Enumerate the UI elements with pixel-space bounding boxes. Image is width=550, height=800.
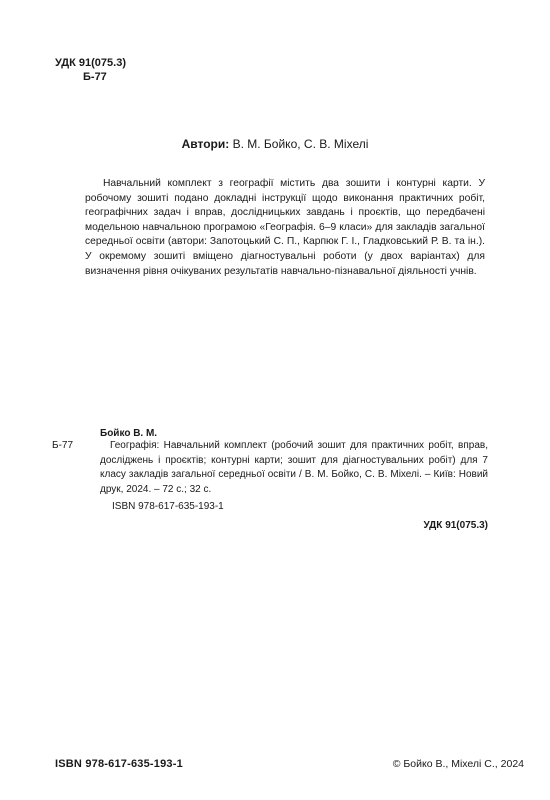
udk-label: УДК: [55, 57, 76, 69]
authors-line: [0, 137, 550, 151]
catalog-card-isbn: ISBN 978-617-635-193-1: [112, 501, 224, 512]
catalog-card-author: Бойко В. М.: [100, 428, 158, 439]
authors-label: Автори:: [181, 137, 230, 151]
catalog-card-code: Б-77: [52, 440, 74, 451]
footer-isbn: ISBN 978-617-635-193-1: [55, 758, 183, 770]
udk-block: [55, 56, 126, 84]
catalog-card-description-text: Географія: Навчальний комплект (робочий зошит для практичних робіт, вправ, досліджень і проєктів; контурні карти; зошит для діагностувальних робіт) для 7 класу закладів загальної середньої освіти / В. М. Бойко, С. В. Міхелі. – Київ: Новий друк, 2024. – 72 с.; 32 с.: [100, 440, 488, 495]
author-mark: Б-77: [83, 71, 107, 83]
udk-code: 91(075.3): [78, 57, 126, 69]
authors-names: В. М. Бойко, С. В. Міхелі: [232, 137, 369, 151]
catalog-card-udk: УДК 91(075.3): [423, 520, 488, 531]
annotation-text: Навчальний комплект з географії містить два зошити і контурні карти. У робочому зошиті подано докладні інструкції щодо виконання практичних робіт, географічних задач і вправ, дослідницьких завдань і проєктів, що передбачені модельною навчальною програмою «Географія. 6–9 класи» для закладів загальної середньої освіти (автори: Запотоцький С. П., Карпюк Г. І., Гладковський Р. В. та ін.). У окремому зошиті вміщено діагностувальні роботи (у двох варіантах) для визначення рівня очікуваних результатів навчально-пізнавальної діяльності учнів.: [85, 178, 485, 277]
udk-line: [55, 56, 126, 70]
catalog-card-description: [100, 439, 488, 497]
annotation: [85, 177, 485, 279]
footer-copyright: © Бойко В., Міхелі С., 2024: [392, 758, 524, 770]
